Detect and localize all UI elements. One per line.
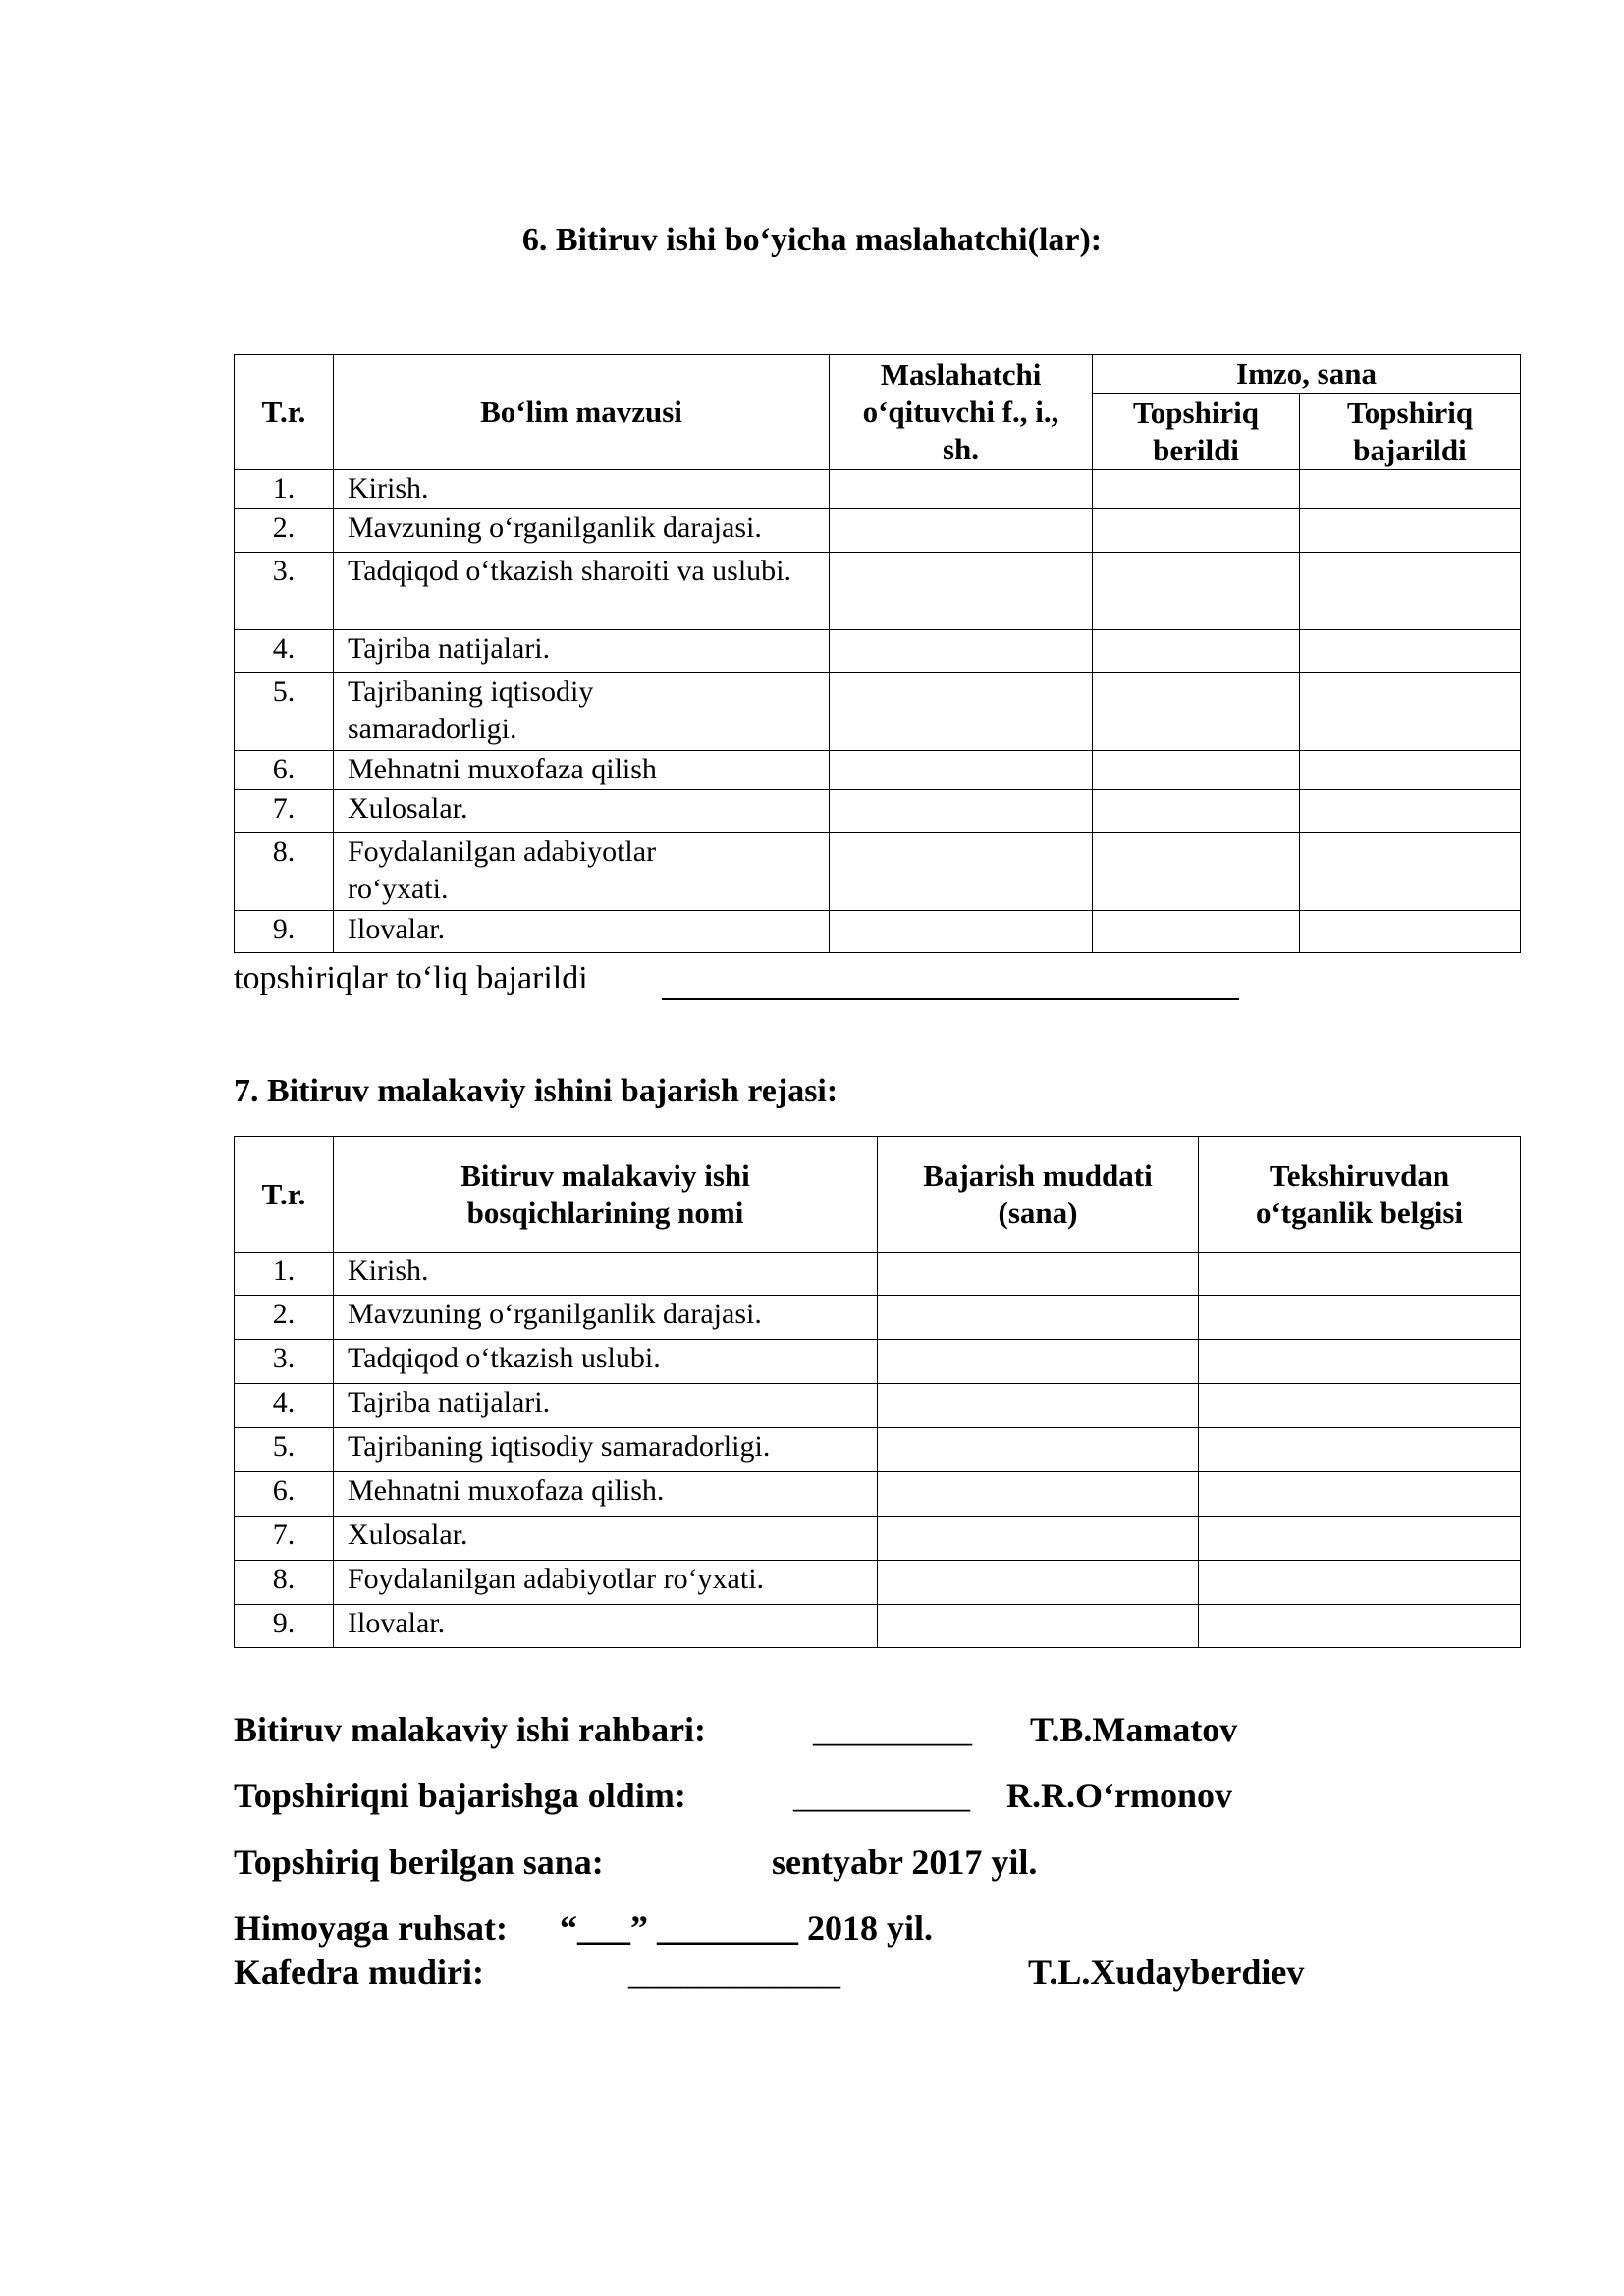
table-row [235,751,1521,790]
given-cell [1093,630,1300,673]
row-stage: Mehnatni muxofaza qilish. [334,1472,878,1517]
given-date-label: Topshiriq berilgan sana: [234,1842,604,1882]
row-number: 6. [235,751,334,790]
deadline-cell [878,1472,1199,1517]
accepted-name: R.R.O‘rmonov [1006,1776,1232,1815]
given-cell [1093,833,1300,911]
header-advisor: Maslahatchi o‘qituvchi f., i., sh. [830,355,1093,470]
defense-permission-label: Himoyaga ruhsat: [234,1908,508,1948]
table-row [235,790,1521,833]
header-task-completed: Topshiriq bajarildi [1300,394,1521,470]
row-number: 1. [235,1253,334,1296]
header-stages: Bitiruv malakaviy ishi bosqichlarining nomi [334,1137,878,1253]
row-number: 7. [235,790,334,833]
row-number: 5. [235,1428,334,1472]
deadline-cell [878,1384,1199,1428]
deadline-cell [878,1517,1199,1561]
row-topic: Mehnatni muxofaza qilish [334,751,830,790]
deadline-cell [878,1561,1199,1605]
table-row [235,833,1521,911]
row-stage: Tajribaning iqtisodiy samaradorligi. [334,1428,878,1472]
completed-cell [1300,790,1521,833]
table-row [235,1384,1521,1428]
row-number: 3. [235,1340,334,1384]
deadline-cell [878,1296,1199,1340]
table-row [235,1428,1521,1472]
row-number: 7. [235,1517,334,1561]
table-row [235,673,1521,751]
header-checked: Tekshiruvdan o‘tganlik belgisi [1199,1137,1521,1253]
row-number: 8. [235,833,334,911]
supervisor-label: Bitiruv malakaviy ishi rahbari: [234,1710,707,1749]
row-stage: Foydalanilgan adabiyotlar ro‘yxati. [334,1561,878,1605]
advisor-cell [830,673,1093,751]
section-6-title: 6. Bitiruv ishi bo‘yicha maslahatchi(lar): [521,222,1103,258]
given-cell [1093,470,1300,509]
advisor-cell [830,630,1093,673]
header-task-given: Topshiriq berildi [1093,394,1300,470]
completed-cell [1300,509,1521,553]
checked-cell [1199,1428,1521,1472]
department-head-label: Kafedra mudiri: [234,1952,484,1992]
advisor-cell [830,911,1093,953]
checked-cell [1199,1340,1521,1384]
advisor-cell [830,790,1093,833]
supervisor-name: T.B.Mamatov [1030,1710,1238,1749]
table-row [235,1517,1521,1561]
checked-cell [1199,1605,1521,1648]
advisor-cell [830,470,1093,509]
checked-cell [1199,1384,1521,1428]
table-row [235,1253,1521,1296]
completed-cell [1300,911,1521,953]
checked-cell [1199,1296,1521,1340]
given-cell [1093,673,1300,751]
given-cell [1093,751,1300,790]
row-topic: Mavzuning o‘rganilganlik darajasi. [334,509,830,553]
work-plan-table [234,1136,1521,1648]
completed-cell [1300,470,1521,509]
row-stage: Ilovalar. [334,1605,878,1648]
given-cell [1093,911,1300,953]
row-number: 2. [235,509,334,553]
row-stage: Mavzuning o‘rganilganlik darajasi. [334,1296,878,1340]
given-cell [1093,553,1300,630]
completion-text: topshiriqlar to‘liq bajarildi [234,960,588,996]
header-signature-date: Imzo, sana [1093,355,1521,394]
row-topic: Tadqiqod o‘tkazish sharoiti va uslubi. [334,553,830,630]
defense-permission-date: “___” ________ 2018 yil. [560,1908,934,1948]
row-number: 5. [235,673,334,751]
row-topic: Foydalanilgan adabiyotlar ro‘yxati. [334,833,830,911]
accepted-signature-blank: __________ [793,1776,970,1815]
row-stage: Tajriba natijalari. [334,1384,878,1428]
completed-cell [1300,751,1521,790]
deadline-cell [878,1253,1199,1296]
checked-cell [1199,1472,1521,1517]
completion-signature-line [662,998,1239,1000]
row-topic: Tajribaning iqtisodiy samaradorligi. [334,673,830,751]
advisors-table [234,354,1521,953]
row-number: 4. [235,630,334,673]
row-number: 4. [235,1384,334,1428]
row-topic: Tajriba natijalari. [334,630,830,673]
given-date-value: sentyabr 2017 yil. [772,1842,1038,1882]
deadline-cell [878,1340,1199,1384]
checked-cell [1199,1253,1521,1296]
row-stage: Kirish. [334,1253,878,1296]
table-row [235,911,1521,953]
completed-cell [1300,673,1521,751]
row-topic: Ilovalar. [334,911,830,953]
table-row [235,1340,1521,1384]
section-7-title: 7. Bitiruv malakaviy ishini bajarish rejasi: [234,1073,839,1109]
table-row [235,1472,1521,1517]
given-cell [1093,790,1300,833]
advisor-cell [830,751,1093,790]
checked-cell [1199,1561,1521,1605]
deadline-cell [878,1428,1199,1472]
advisor-cell [830,833,1093,911]
row-number: 9. [235,911,334,953]
table-row [235,470,1521,509]
row-topic: Kirish. [334,470,830,509]
row-topic: Xulosalar. [334,790,830,833]
table-row [235,553,1521,630]
department-head-name: T.L.Xudayberdiev [1028,1952,1305,1992]
advisor-cell [830,553,1093,630]
row-number: 6. [235,1472,334,1517]
row-number: 1. [235,470,334,509]
completed-cell [1300,833,1521,911]
completed-cell [1300,553,1521,630]
table-row [235,630,1521,673]
header-topic: Bo‘lim mavzusi [334,355,830,470]
row-number: 2. [235,1296,334,1340]
row-number: 9. [235,1605,334,1648]
header-tr: T.r. [235,1137,334,1253]
accepted-label: Topshiriqni bajarishga oldim: [234,1776,686,1815]
header-tr: T.r. [235,355,334,470]
supervisor-signature-blank: _________ [813,1710,972,1749]
completed-cell [1300,630,1521,673]
row-stage: Tadqiqod o‘tkazish uslubi. [334,1340,878,1384]
row-number: 8. [235,1561,334,1605]
table-row [235,1605,1521,1648]
table-row [235,1296,1521,1340]
advisor-cell [830,509,1093,553]
department-head-signature-blank: ____________ [628,1952,840,1992]
table-row [235,509,1521,553]
checked-cell [1199,1517,1521,1561]
given-cell [1093,509,1300,553]
header-deadline: Bajarish muddati (sana) [878,1137,1199,1253]
row-stage: Xulosalar. [334,1517,878,1561]
table-row [235,1561,1521,1605]
deadline-cell [878,1605,1199,1648]
row-number: 3. [235,553,334,630]
